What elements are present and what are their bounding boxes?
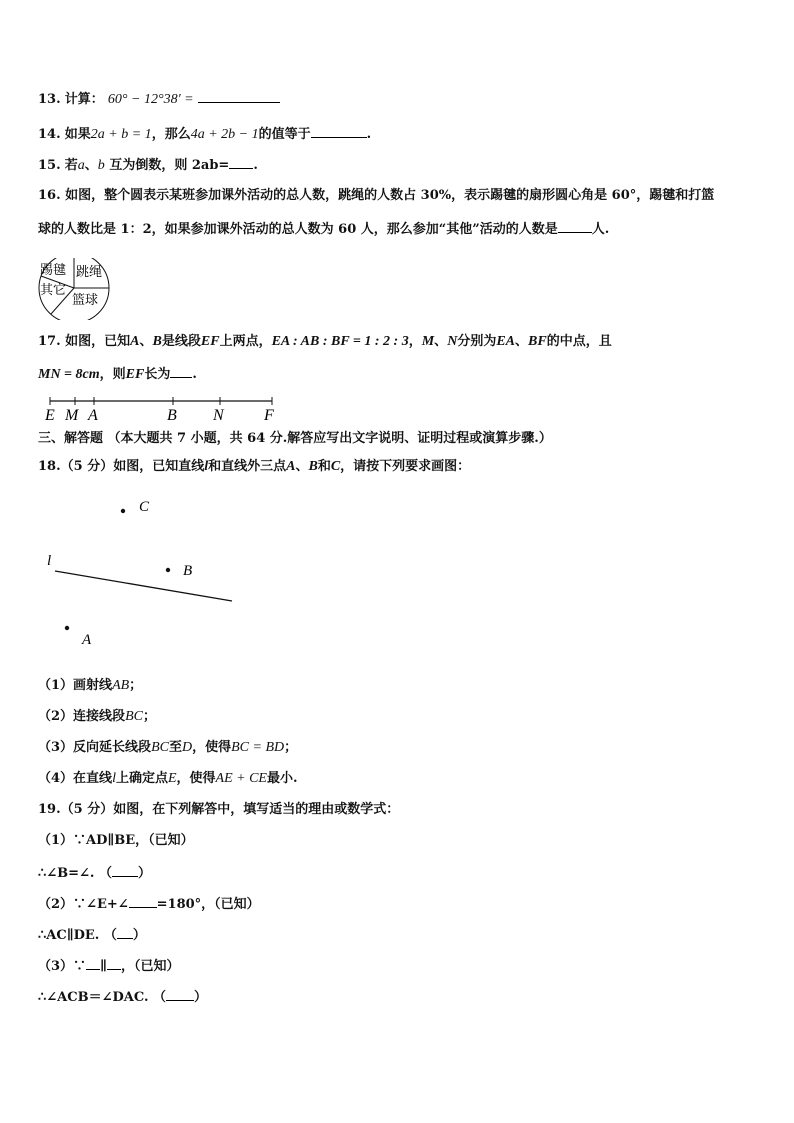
question-text: 互为倒数，则 2ab=: [104, 158, 230, 173]
question-text: ，则: [99, 367, 126, 382]
proof-step: （1）∵AD∥BE，（已知）: [38, 833, 194, 848]
question-16-line-1: [38, 187, 714, 205]
label-l: l: [47, 553, 52, 569]
item-key: （2）: [38, 709, 74, 724]
separator: 、: [84, 158, 98, 173]
segment-ef: EF: [125, 367, 145, 382]
math-expression: 2a + b = 1: [90, 127, 152, 142]
period: .: [253, 158, 258, 173]
item-text: 画射线: [73, 678, 113, 693]
answer-blank[interactable]: [229, 155, 253, 169]
question-text: 和直线外三点: [208, 459, 287, 474]
question-18: [38, 458, 470, 476]
answer-blank[interactable]: [166, 987, 194, 1001]
answer-blank[interactable]: [198, 89, 280, 103]
question-text: ，请按下列要求画图：: [340, 459, 471, 474]
item-text: 连接线段: [73, 709, 126, 724]
proof-step: ）: [132, 928, 146, 943]
label-a: A: [88, 407, 98, 423]
segment-ea: EA: [496, 334, 516, 349]
math-expression: BC = BD: [231, 740, 285, 755]
label-n: N: [213, 407, 224, 423]
math-expression: 4a + 2b − 1: [190, 127, 259, 142]
dot-c: [121, 509, 125, 513]
question-number: 16.: [38, 188, 61, 203]
item-text: 反向延长线段: [73, 740, 152, 755]
item-key: （1）: [38, 678, 74, 693]
question-number: 18.: [38, 459, 61, 474]
pie-chart-figure: [36, 258, 116, 320]
period: .: [366, 127, 372, 142]
item-end: ；: [142, 709, 156, 724]
label-a: A: [82, 632, 92, 648]
label-e: E: [45, 407, 55, 423]
question-19: [38, 801, 399, 819]
question-text: 如果: [64, 127, 91, 142]
answer-blank[interactable]: [311, 124, 367, 138]
separator: 、: [295, 459, 309, 474]
item-key: （3）: [38, 740, 74, 755]
answer-blank[interactable]: [558, 219, 592, 233]
separator: 、: [139, 334, 153, 349]
parallel-symbol: ∥: [100, 959, 107, 974]
segment-figure: [40, 393, 280, 423]
math-expression: D: [181, 740, 193, 755]
question-text: 若: [64, 158, 78, 173]
point-c: C: [330, 459, 341, 474]
label-f: F: [264, 407, 274, 423]
separator: ，: [408, 334, 422, 349]
question-text: 分别为: [457, 334, 497, 349]
geometry-figure: [40, 492, 250, 652]
line-l: [55, 571, 232, 601]
answer-blank[interactable]: [112, 863, 138, 877]
math-expression: AE + CE: [215, 771, 267, 786]
question-text: 如图，整个圆表示某班参加课外活动的总人数，跳绳的人数占 30%，表示踢毽的扇形圆心角是 60°，踢毽和打篮: [65, 188, 715, 203]
q19-line-2: [38, 863, 151, 883]
answer-blank[interactable]: [170, 364, 192, 378]
answer-blank[interactable]: [117, 925, 133, 939]
item-end: ；: [284, 740, 298, 755]
ratio-expression: EA : AB : BF = 1 : 2 : 3: [271, 334, 409, 349]
point-m: M: [421, 334, 435, 349]
answer-blank[interactable]: [107, 956, 121, 970]
segment-ef: EF: [200, 334, 220, 349]
question-text: 和: [317, 459, 331, 474]
segment-bf: BF: [528, 334, 547, 349]
variable-a: a: [77, 158, 85, 173]
question-17-line-2: [38, 364, 197, 384]
question-number: 13.: [38, 92, 61, 107]
question-16-line-2: [38, 219, 609, 239]
q19-line-3: [38, 894, 260, 914]
q19-line-4: [38, 925, 146, 945]
item-text: 上确定点: [115, 771, 168, 786]
separator: 、: [515, 334, 529, 349]
proof-step: ∴∠ACB＝∠DAC. （: [38, 990, 167, 1005]
math-expression: 60° − 12°38′ =: [107, 92, 194, 107]
section-heading: 三、解答题 （本大题共 7 小题，共 64 分.解答应写出文字说明、证明过程或演算步骤.）: [38, 431, 552, 446]
pie-label-lanqiu: 篮球: [72, 293, 99, 308]
proof-step: =180°，（已知）: [156, 897, 260, 912]
math-expression: E: [167, 771, 177, 786]
math-expression: l: [112, 771, 116, 786]
question-text: （5 分）如图，在下列解答中，填写适当的理由或数学式：: [60, 802, 400, 817]
dot-b: [166, 568, 170, 572]
item-text: ，使得: [176, 771, 216, 786]
proof-step: ）: [138, 866, 152, 881]
label-b: B: [183, 563, 193, 579]
question-text: 的中点，且: [546, 334, 612, 349]
question-number: 15.: [38, 158, 61, 173]
question-text: 是线段: [161, 334, 201, 349]
item-key: （4）: [38, 771, 74, 786]
q18-item-4: [38, 770, 298, 788]
separator: 、: [434, 334, 448, 349]
point-b: B: [308, 459, 318, 474]
pie-label-tiaosheng: 跳绳: [76, 265, 103, 280]
question-text: 计算：: [64, 92, 104, 107]
point-b: B: [152, 334, 162, 349]
proof-step: ∴AC∥DE. （: [38, 928, 117, 943]
question-17-line-1: [38, 333, 612, 351]
pie-label-jianzi: 踢毽: [40, 263, 67, 278]
q18-item-3: [38, 739, 297, 757]
variable-b: b: [97, 158, 105, 173]
item-text: ，使得: [192, 740, 232, 755]
item-end: ；: [129, 678, 143, 693]
math-expression: AB: [112, 678, 130, 693]
question-13: [38, 89, 280, 109]
math-expression: MN = 8cm: [38, 367, 100, 382]
q19-line-1: [38, 832, 194, 850]
label-c: C: [139, 499, 150, 515]
math-expression: BC: [125, 709, 143, 724]
question-text: 长为: [144, 367, 171, 382]
question-15: [38, 155, 258, 175]
item-text: 至: [168, 740, 182, 755]
answer-blank[interactable]: [86, 956, 100, 970]
question-text: 如图，已知: [65, 334, 131, 349]
period: .: [192, 367, 197, 382]
q19-line-6: [38, 987, 207, 1007]
question-text: 球的人数比是 1：2，如果参加课外活动的总人数为 60 人，那么参加“其他”活动的人数是: [38, 222, 558, 237]
question-text: 上两点，: [219, 334, 272, 349]
label-b: B: [167, 407, 177, 423]
item-text: 在直线: [73, 771, 113, 786]
question-text: ，那么: [151, 127, 191, 142]
question-number: 14.: [38, 127, 61, 142]
q19-line-5: [38, 956, 179, 976]
pie-label-qita: 其它: [40, 283, 67, 298]
point-n: N: [447, 334, 458, 349]
label-m: M: [65, 407, 79, 423]
question-text: （5 分）如图，已知直线: [60, 459, 205, 474]
question-number: 17.: [38, 334, 61, 349]
question-text: 人.: [591, 222, 610, 237]
q18-item-2: [38, 708, 156, 726]
item-end: 最小.: [267, 771, 298, 786]
q18-item-1: [38, 677, 142, 695]
proof-step: ）: [194, 990, 208, 1005]
line-l: l: [204, 459, 209, 474]
question-number: 19.: [38, 802, 61, 817]
point-a: A: [286, 459, 296, 474]
dot-a: [65, 626, 69, 630]
question-text: 的值等于: [258, 127, 311, 142]
proof-step: （2）∵∠E+∠: [38, 897, 129, 912]
math-expression: BC: [151, 740, 169, 755]
point-a: A: [130, 334, 140, 349]
question-14: [38, 124, 371, 144]
proof-step: （3）∵: [38, 959, 87, 974]
answer-blank[interactable]: [129, 894, 157, 908]
proof-step: ∴∠B=∠. （: [38, 866, 112, 881]
proof-step: ，（已知）: [120, 959, 180, 974]
